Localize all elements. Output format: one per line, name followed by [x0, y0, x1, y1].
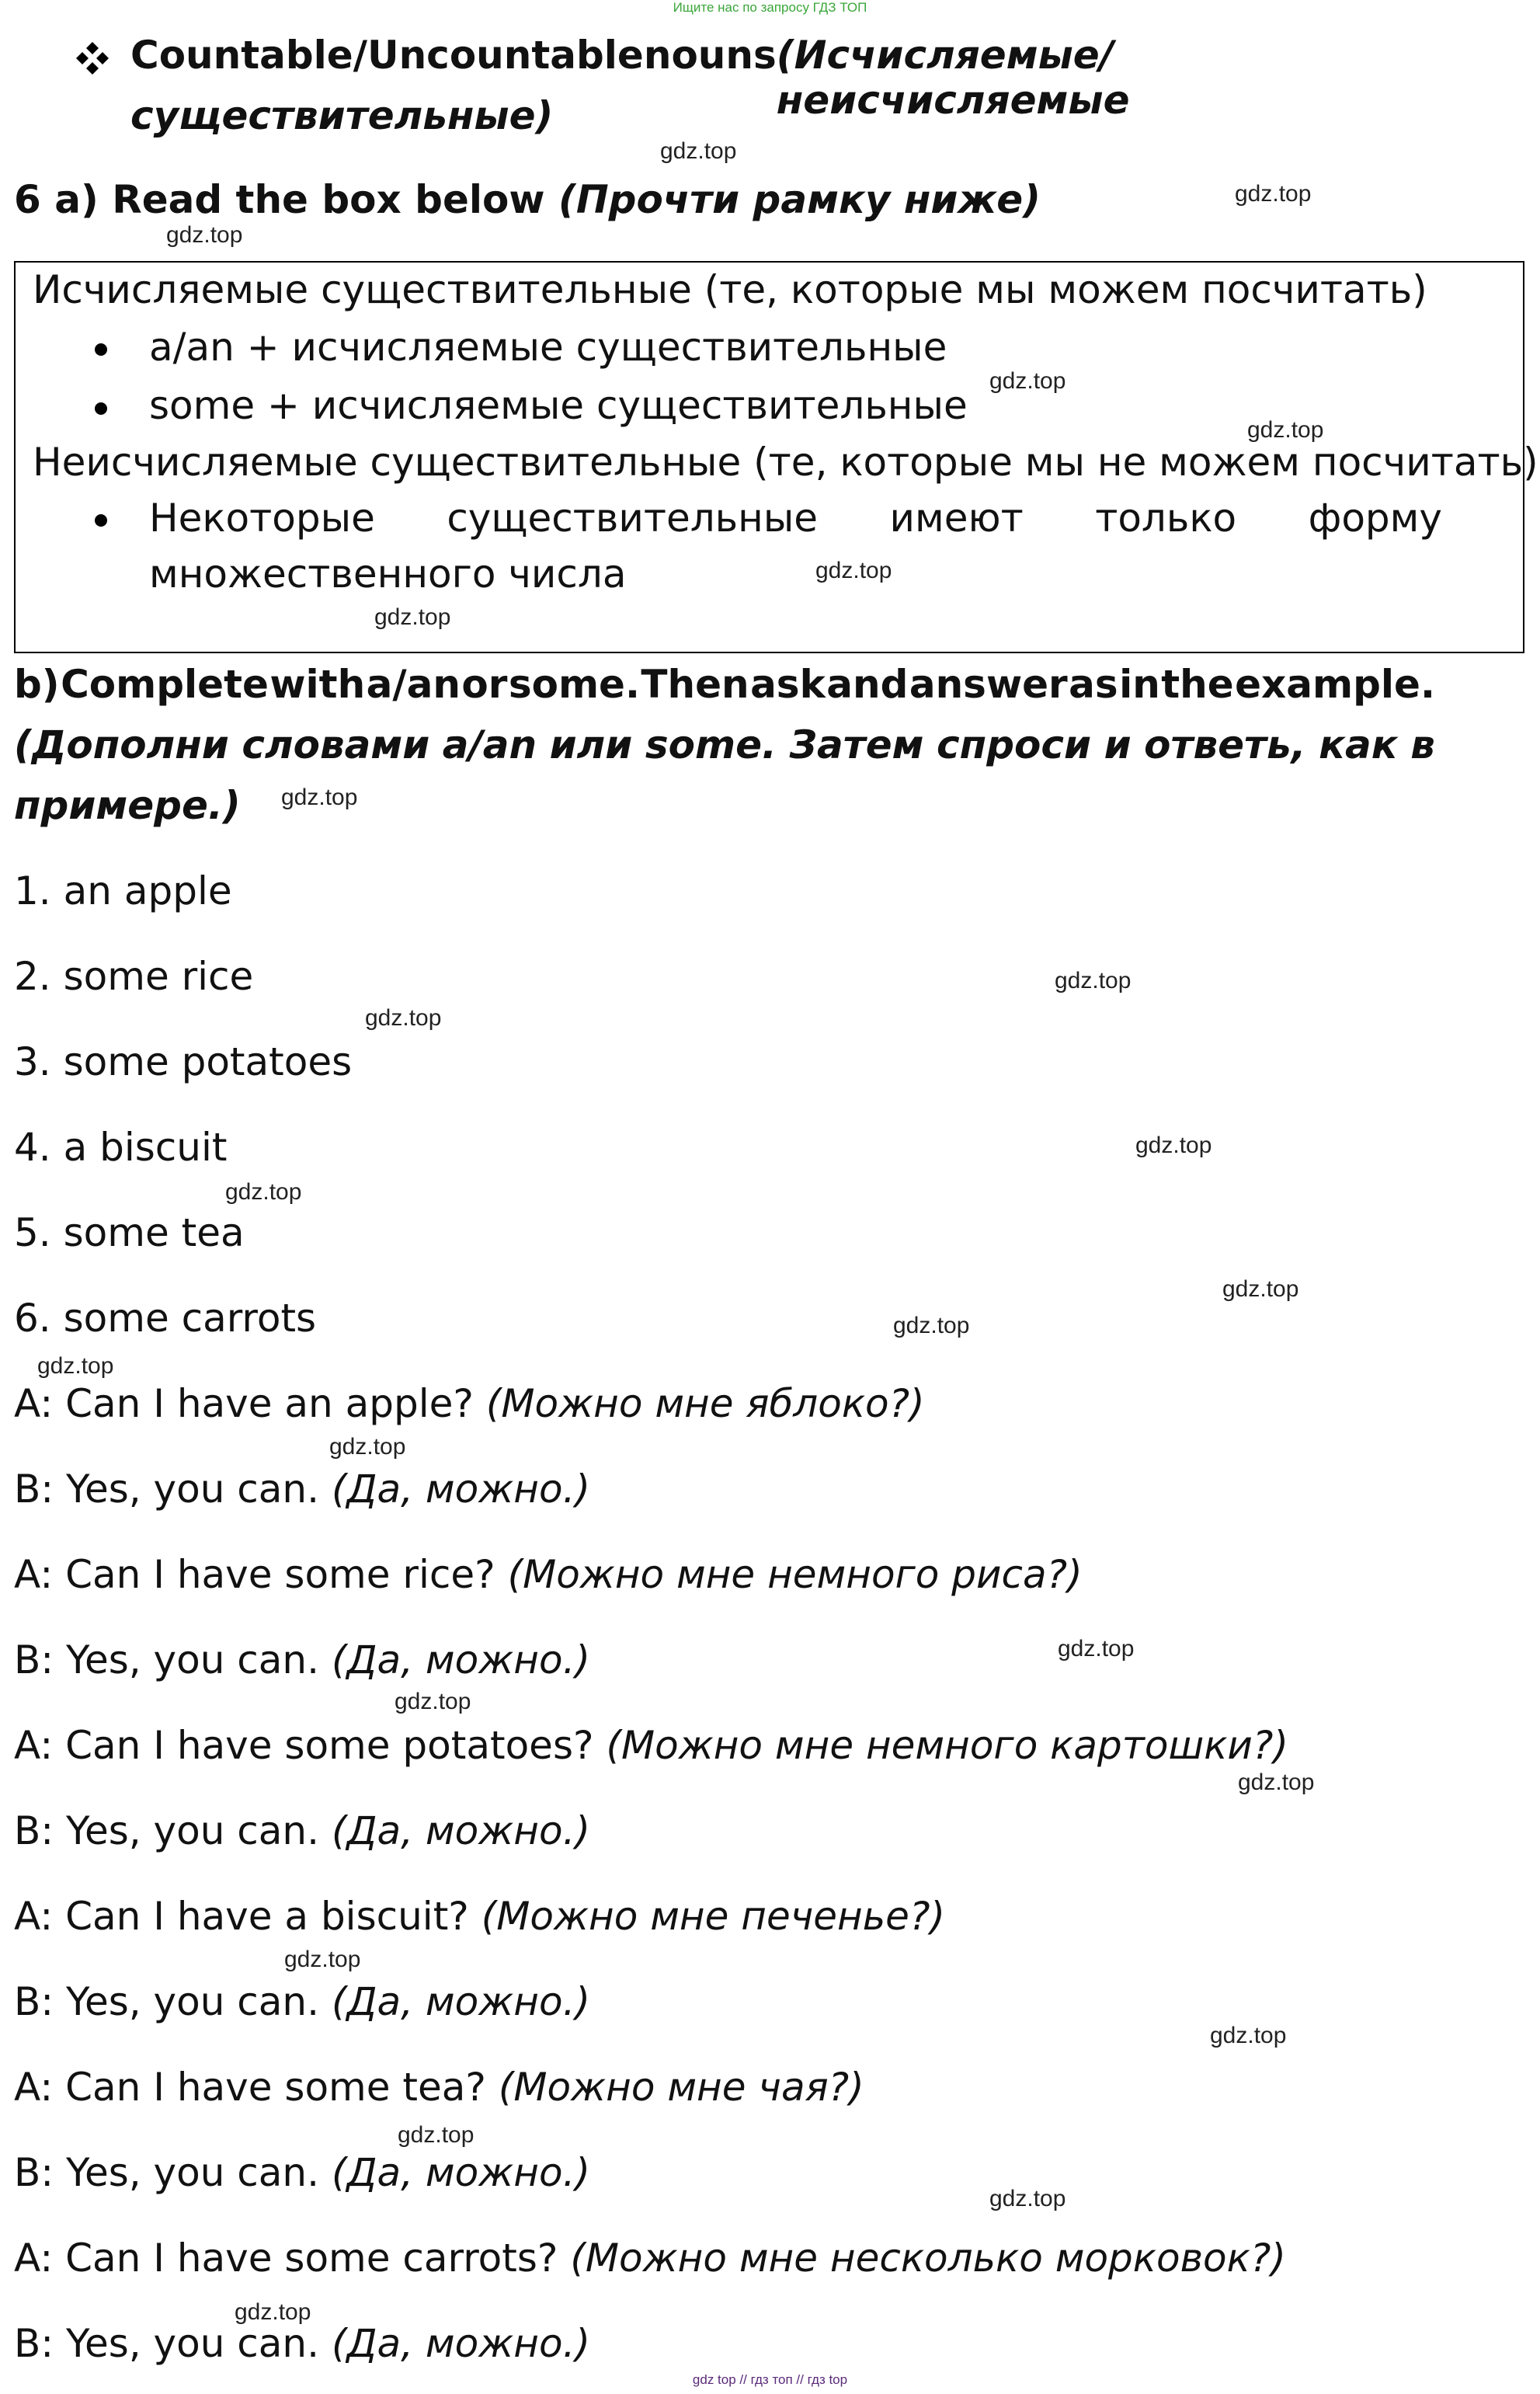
instruction-word: Complete — [61, 662, 269, 707]
exercise-a-title — [14, 177, 1041, 222]
bullet-icon — [95, 343, 107, 356]
answer-item: 3. some potatoes — [14, 1039, 353, 1084]
instruction-word: ask — [750, 662, 826, 707]
dialogue-line — [14, 2065, 864, 2110]
watermark: gdz.top — [1222, 1276, 1299, 1302]
watermark: gdz.top — [1210, 2023, 1287, 2048]
instruction-word: or — [461, 662, 508, 707]
heading-word: Countable/Uncountable — [130, 33, 644, 78]
dialogue-line — [14, 2321, 590, 2366]
dialogue-en: B: Yes, you can. — [14, 2150, 320, 2195]
instruction-word: as — [1069, 662, 1118, 707]
dialogue-en: A: Can I have some tea? — [14, 2065, 486, 2110]
instruction-word: a/an — [366, 662, 461, 707]
dialogue-en: A: Can I have some rice? — [14, 1552, 495, 1597]
countable-title: Исчисляемые существительные (те, которые мы можем посчитать) — [33, 267, 1427, 312]
watermark: gdz.top — [374, 604, 451, 630]
heading-word: nouns — [643, 33, 777, 78]
dialogue-ru: (Да, можно.) — [331, 1467, 590, 1512]
dialogue-ru: (Можно мне яблоко?) — [485, 1381, 925, 1426]
bullet-word: имеют — [889, 496, 1024, 541]
dialogue-line — [14, 1723, 1288, 1768]
dialogue-ru: (Да, можно.) — [331, 1637, 590, 1682]
bullet-word: Некоторые — [149, 496, 375, 541]
uncountable-title: Неисчисляемые существительные (те, которые мы не можем посчитать) — [33, 440, 1538, 485]
uncountable-bullet-line2: множественного числа — [149, 552, 627, 597]
answer-item: 1. an apple — [14, 868, 232, 913]
exercise-b-line2 — [14, 722, 1435, 767]
watermark: gdz.top — [365, 1005, 442, 1031]
bullet-word: форму — [1308, 496, 1442, 541]
watermark: gdz.top — [989, 2186, 1066, 2211]
footer-note: gdz top // гдз топ // гдз top — [692, 2372, 848, 2387]
dialogue-line — [14, 1808, 590, 1853]
watermark: gdz.top — [281, 785, 358, 810]
instruction-word: with — [269, 662, 366, 707]
answer-item: 2. some rice — [14, 954, 254, 999]
bullet-icon — [95, 402, 107, 415]
dialogue-en: A: Can I have an apple? — [14, 1381, 474, 1426]
bullet-icon — [95, 514, 107, 527]
dialogue-line — [14, 1979, 590, 2024]
diamond-four-icon — [75, 40, 110, 76]
dialogue-line — [14, 1381, 925, 1426]
instruction-word: a/an — [442, 722, 537, 767]
dialogue-ru: (Да, можно.) — [331, 1808, 590, 1853]
answer-item: 4. a biscuit — [14, 1125, 228, 1170]
instruction-word: в — [1410, 722, 1435, 767]
watermark: gdz.top — [1135, 1133, 1212, 1158]
watermark: gdz.top — [1247, 417, 1324, 443]
section-heading-line2: существительные) — [130, 93, 554, 138]
dialogue-ru: (Можно мне печенье?) — [481, 1894, 945, 1939]
dialogue-line — [14, 1467, 590, 1512]
bullet-word: только — [1095, 496, 1237, 541]
instruction-word: the — [1161, 662, 1234, 707]
watermark: gdz.top — [235, 2299, 311, 2325]
instruction-word: (Дополни — [14, 722, 229, 767]
dialogue-line — [14, 1637, 590, 1682]
uncountable-bullet — [149, 496, 1442, 541]
watermark: gdz.top — [1058, 1636, 1135, 1662]
dialogue-en: A: Can I have some potatoes? — [14, 1723, 594, 1768]
instruction-word: and — [826, 662, 909, 707]
instruction-word: Then — [641, 662, 749, 707]
dialogue-ru: (Да, можно.) — [331, 2150, 590, 2195]
watermark: gdz.top — [395, 1689, 471, 1714]
dialogue-en: B: Yes, you can. — [14, 1467, 320, 1512]
watermark: gdz.top — [398, 2122, 475, 2148]
instruction-word: словами — [242, 722, 430, 767]
exercise-b-line1 — [14, 662, 1435, 707]
dialogue-en: B: Yes, you can. — [14, 1637, 320, 1682]
exercise-a-title-en: 6 a) Read the box below — [14, 177, 545, 222]
dialogue-en: B: Yes, you can. — [14, 1979, 320, 2024]
answer-item: 5. some tea — [14, 1210, 245, 1255]
instruction-word: in — [1119, 662, 1160, 707]
instruction-word: example. — [1235, 662, 1435, 707]
heading-word: (Исчисляемые/неисчисляемые — [776, 33, 1130, 123]
dialogue-line — [14, 1552, 1083, 1597]
watermark: gdz.top — [1235, 181, 1312, 207]
rule-box — [14, 261, 1538, 653]
dialogue-ru: (Можно мне немного риса?) — [507, 1552, 1083, 1597]
dialogue-ru: (Да, можно.) — [331, 2321, 590, 2366]
countable-bullet: a/an + исчисляемые существительные — [149, 325, 947, 370]
instruction-word: как — [1319, 722, 1398, 767]
bullet-word: существительные — [447, 496, 819, 541]
instruction-word: some. — [508, 662, 640, 707]
instruction-word: some. — [645, 722, 777, 767]
dialogue-ru: (Да, можно.) — [331, 1979, 590, 2024]
exercise-a-title-ru: (Прочти рамку ниже) — [558, 177, 1041, 222]
watermark: gdz.top — [329, 1434, 406, 1460]
dialogue-en: B: Yes, you can. — [14, 1808, 320, 1853]
answer-item: 6. some carrots — [14, 1296, 317, 1341]
watermark: gdz.top — [989, 368, 1066, 394]
watermark: gdz.top — [225, 1179, 302, 1205]
exercise-b-line3: примере.) — [14, 783, 241, 828]
countable-bullet: some + исчисляемые существительные — [149, 383, 968, 428]
dialogue-ru: (Можно мне несколько морковок?) — [570, 2236, 1286, 2281]
instruction-word: answer — [909, 662, 1068, 707]
dialogue-ru: (Можно мне чая?) — [498, 2065, 864, 2110]
instruction-word: или — [549, 722, 633, 767]
watermark: gdz.top — [660, 138, 737, 164]
instruction-word: и — [1104, 722, 1132, 767]
watermark: gdz.top — [893, 1313, 970, 1338]
dialogue-en: B: Yes, you can. — [14, 2321, 320, 2366]
dialogue-line — [14, 1894, 945, 1939]
watermark: gdz.top — [37, 1353, 114, 1379]
watermark: gdz.top — [1238, 1769, 1315, 1795]
dialogue-line — [14, 2150, 590, 2195]
dialogue-en: A: Can I have some carrots? — [14, 2236, 558, 2281]
top-search-note: Ищите нас по запросу ГДЗ ТОП — [673, 0, 867, 15]
instruction-word: b) — [14, 662, 60, 707]
watermark: gdz.top — [166, 222, 243, 248]
dialogue-line — [14, 2236, 1286, 2281]
watermark: gdz.top — [1055, 968, 1132, 993]
dialogue-ru: (Можно мне немного картошки?) — [606, 1723, 1288, 1768]
watermark: gdz.top — [815, 558, 892, 583]
dialogue-en: A: Can I have a biscuit? — [14, 1894, 469, 1939]
instruction-word: ответь, — [1144, 722, 1306, 767]
instruction-word: спроси — [937, 722, 1092, 767]
instruction-word: Затем — [789, 722, 924, 767]
watermark: gdz.top — [284, 1947, 361, 1972]
